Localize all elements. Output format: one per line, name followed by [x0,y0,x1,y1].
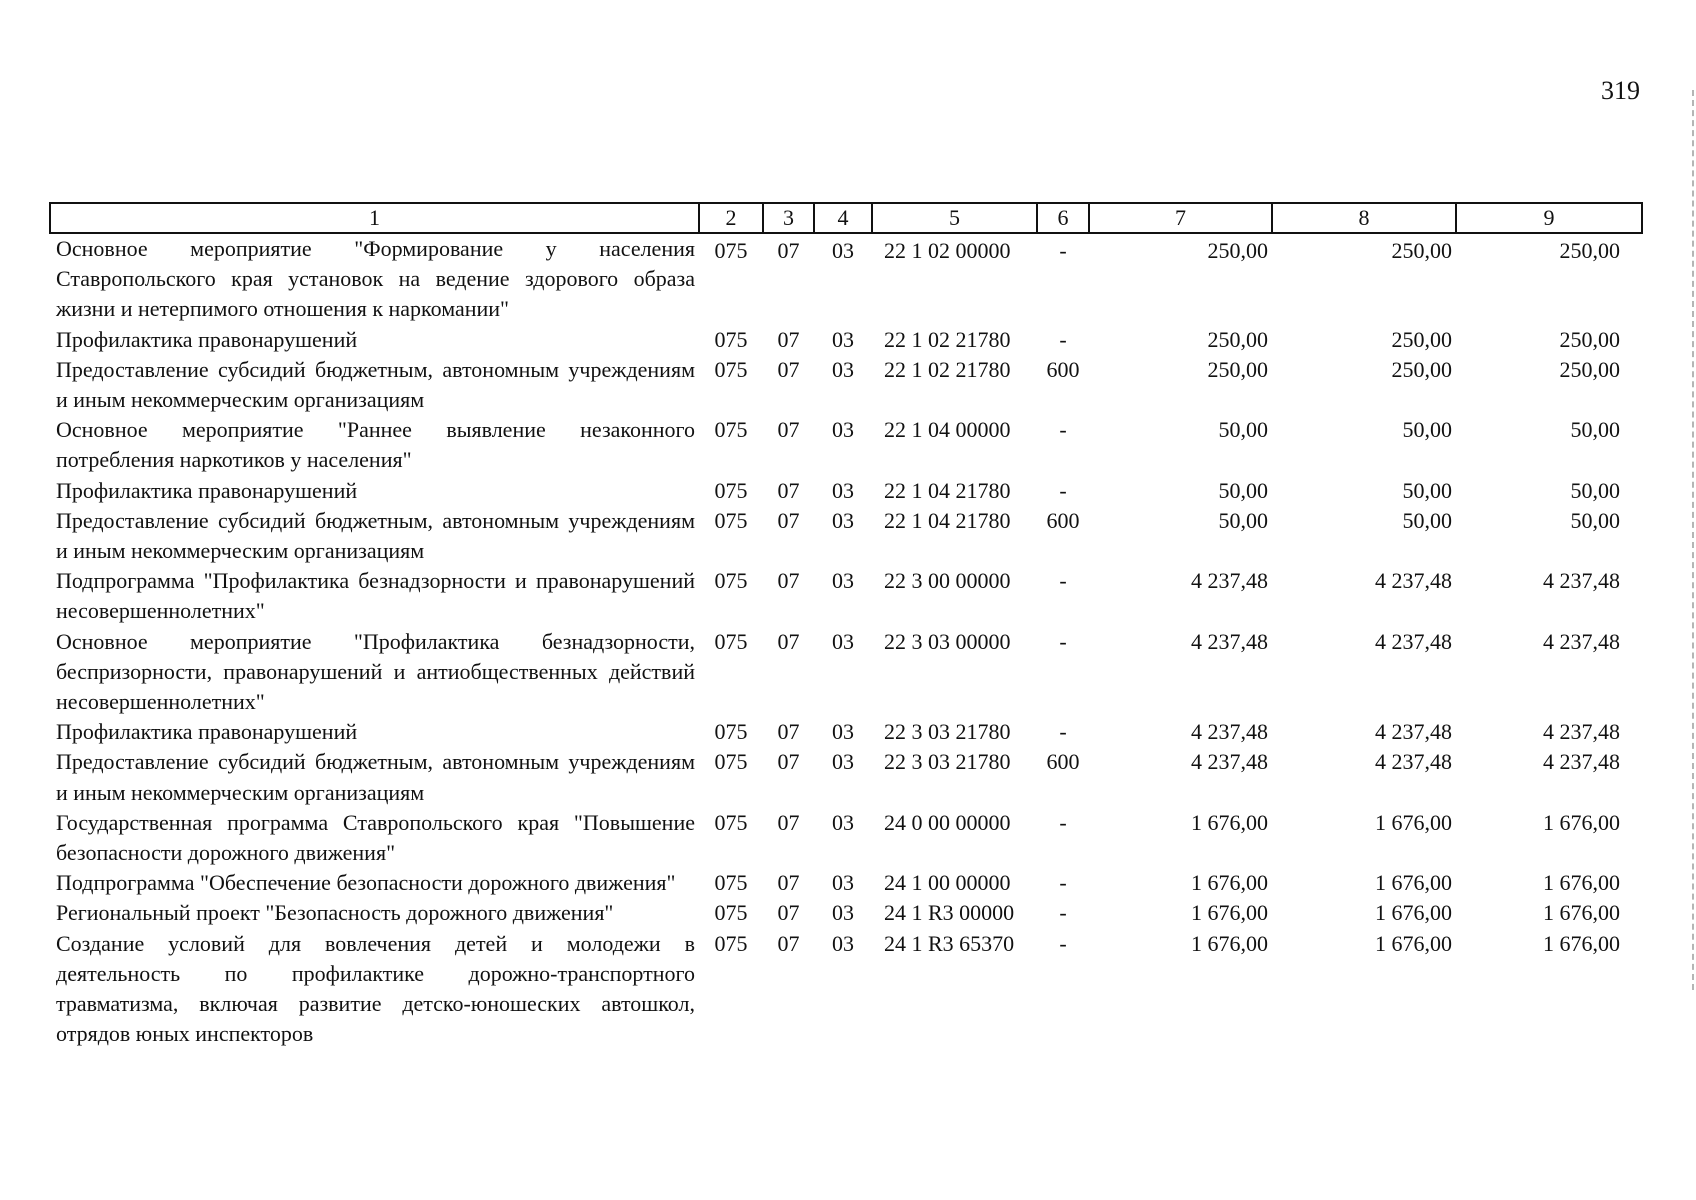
row-code-col-4: 03 [832,809,854,835]
row-code-col-3: 07 [777,900,800,926]
table-row [50,506,1642,566]
row-amount-col-7: 1 676,00 [1191,930,1268,956]
row-name: Региональный проект "Безопасность дорожного движения" [56,900,614,926]
row-amount-col-8: 4 237,48 [1375,749,1452,775]
row-amount-col-8: 250,00 [1391,326,1452,352]
row-code-col-4: 03 [832,326,854,352]
row-code-col-3: 07 [777,417,800,443]
row-code-col-2: 075 [714,900,748,926]
row-code-col-4: 03 [832,356,854,382]
row-amount-col-9: 4 237,48 [1543,568,1620,594]
row-code-col-2: 075 [714,238,748,263]
row-target-article: 24 1 00 00000 [884,870,1011,896]
row-name: Подпрограмма "Обеспечение безопасности дорожного движения" [56,870,676,896]
header-col-4: 4 [814,203,872,233]
table-row [50,747,1642,807]
row-amount-col-9: 50,00 [1570,507,1620,533]
row-amount-col-9: 250,00 [1559,238,1620,263]
header-col-7: 7 [1089,203,1272,233]
row-code-col-2: 075 [714,719,748,745]
row-amount-col-8: 50,00 [1402,417,1452,443]
table-row [50,808,1642,868]
row-amount-col-7: 50,00 [1218,477,1268,503]
header-col-6: 6 [1037,203,1089,233]
row-code-col-3: 07 [777,749,800,775]
row-amount-col-8: 1 676,00 [1375,930,1452,956]
scan-edge-artifact [1688,90,1694,990]
row-target-article: 22 1 04 21780 [884,477,1011,503]
header-col-2: 2 [699,203,763,233]
row-name: Государственная программа Ставропольского края "Повышение безопасности дорожного движения" [56,809,695,866]
row-amount-col-8: 1 676,00 [1375,870,1452,896]
row-expense-type: - [1059,870,1067,896]
row-target-article: 22 1 02 21780 [884,356,1011,382]
row-target-article: 22 1 04 21780 [884,507,1011,533]
row-amount-col-9: 4 237,48 [1543,719,1620,745]
row-expense-type: - [1059,628,1067,654]
row-code-col-4: 03 [832,568,854,594]
row-amount-col-8: 50,00 [1402,477,1452,503]
row-amount-col-9: 250,00 [1559,326,1620,352]
row-code-col-2: 075 [714,749,748,775]
row-amount-col-9: 250,00 [1559,356,1620,382]
row-code-col-2: 075 [714,417,748,443]
row-code-col-2: 075 [714,870,748,896]
row-code-col-3: 07 [777,238,800,263]
row-expense-type: 600 [1046,507,1080,533]
row-expense-type: 600 [1046,356,1080,382]
row-code-col-3: 07 [777,930,800,956]
row-name: Подпрограмма "Профилактика безнадзорности и правонарушений несовершеннолетних" [56,568,695,624]
row-amount-col-8: 4 237,48 [1375,628,1452,654]
row-code-col-2: 075 [714,568,748,594]
row-amount-col-7: 50,00 [1218,507,1268,533]
row-target-article: 24 1 R3 00000 [884,900,1015,926]
row-code-col-4: 03 [832,900,854,926]
table-row [50,415,1642,475]
row-expense-type: - [1059,568,1067,594]
row-expense-type: - [1059,809,1067,835]
table-row [50,476,1642,506]
row-amount-col-7: 50,00 [1218,417,1268,443]
row-amount-col-8: 1 676,00 [1375,900,1452,926]
row-code-col-4: 03 [832,507,854,533]
row-expense-type: - [1059,900,1067,926]
row-name: Предоставление субсидий бюджетным, автономным учреждениям и иным некоммерческим организациям [56,507,695,564]
row-code-col-3: 07 [777,568,800,594]
row-name: Основное мероприятие "Профилактика безнадзорности, беспризорности, правонарушений и антиобщественных действий несовершеннолетних" [56,628,695,715]
row-amount-col-7: 4 237,48 [1191,719,1268,745]
row-amount-col-8: 4 237,48 [1375,719,1452,745]
row-amount-col-8: 250,00 [1391,238,1452,263]
row-amount-col-8: 250,00 [1391,356,1452,382]
row-name: Основное мероприятие "Раннее выявление незаконного потребления наркотиков у населения" [56,417,695,473]
header-col-5: 5 [872,203,1037,233]
row-code-col-3: 07 [777,809,800,835]
row-expense-type: - [1059,326,1067,352]
header-col-3: 3 [763,203,814,233]
row-code-col-4: 03 [832,417,854,443]
row-code-col-2: 075 [714,930,748,956]
row-amount-col-9: 50,00 [1570,417,1620,443]
table-body [50,233,1642,1049]
table-row [50,717,1642,747]
row-target-article: 22 3 03 21780 [884,719,1011,745]
row-amount-col-9: 1 676,00 [1543,930,1620,956]
row-code-col-4: 03 [832,870,854,896]
row-amount-col-9: 50,00 [1570,477,1620,503]
table-row [50,355,1642,415]
row-code-col-3: 07 [777,507,800,533]
table-row [50,929,1642,1050]
row-code-col-4: 03 [832,930,854,956]
row-code-col-2: 075 [714,356,748,382]
row-target-article: 24 1 R3 65370 [884,930,1015,956]
row-expense-type: - [1059,477,1067,503]
row-code-col-2: 075 [714,507,748,533]
row-code-col-3: 07 [777,356,800,382]
row-amount-col-8: 1 676,00 [1375,809,1452,835]
row-code-col-2: 075 [714,809,748,835]
row-code-col-2: 075 [714,326,748,352]
row-code-col-3: 07 [777,326,800,352]
row-amount-col-9: 4 237,48 [1543,628,1620,654]
header-col-9: 9 [1456,203,1642,233]
row-code-col-4: 03 [832,628,854,654]
row-target-article: 22 3 00 00000 [884,568,1011,594]
row-target-article: 22 3 03 00000 [884,628,1011,654]
row-amount-col-7: 250,00 [1207,326,1268,352]
row-amount-col-9: 1 676,00 [1543,900,1620,926]
row-name: Создание условий для вовлечения детей и молодежи в деятельность по профилактике дорожно-транспортного травматизма, включая развитие детско-юношеских автошкол, отрядов юных инспекторов [56,930,695,1047]
row-amount-col-7: 250,00 [1207,238,1268,263]
row-name: Профилактика правонарушений [56,477,358,503]
row-amount-col-7: 250,00 [1207,356,1268,382]
row-target-article: 22 3 03 21780 [884,749,1011,775]
row-code-col-2: 075 [714,628,748,654]
table-row [50,325,1642,355]
row-amount-col-7: 1 676,00 [1191,900,1268,926]
table-row [50,233,1642,325]
row-amount-col-8: 4 237,48 [1375,568,1452,594]
row-amount-col-9: 1 676,00 [1543,870,1620,896]
row-expense-type: - [1059,417,1067,443]
row-target-article: 22 1 02 21780 [884,326,1011,352]
row-amount-col-8: 50,00 [1402,507,1452,533]
row-expense-type: 600 [1046,749,1080,775]
row-code-col-3: 07 [777,477,800,503]
row-name: Предоставление субсидий бюджетным, автономным учреждениям и иным некоммерческим организациям [56,749,695,805]
row-target-article: 22 1 04 00000 [884,417,1011,443]
table-row [50,627,1642,718]
row-amount-col-7: 4 237,48 [1191,628,1268,654]
row-code-col-3: 07 [777,628,800,654]
page-number: 319 [1601,76,1640,105]
row-expense-type: - [1059,719,1067,745]
row-expense-type: - [1059,930,1067,956]
row-target-article: 24 0 00 00000 [884,809,1011,835]
row-target-article: 22 1 02 00000 [884,238,1011,263]
row-name: Профилактика правонарушений [56,326,358,352]
row-code-col-3: 07 [777,719,800,745]
row-code-col-2: 075 [714,477,748,503]
row-amount-col-9: 1 676,00 [1543,809,1620,835]
row-name: Профилактика правонарушений [56,719,358,745]
budget-table [49,202,1643,1049]
table-row [50,868,1642,898]
header-col-1: 1 [50,203,699,233]
row-amount-col-7: 1 676,00 [1191,809,1268,835]
row-name: Основное мероприятие "Формирование у населения Ставропольского края установок на ведение здорового образа жизни и нетерпимого отношения к наркомании" [56,236,695,322]
row-code-col-4: 03 [832,719,854,745]
row-code-col-4: 03 [832,238,854,263]
row-amount-col-7: 1 676,00 [1191,870,1268,896]
table-header-row [50,203,1642,233]
row-amount-col-9: 4 237,48 [1543,749,1620,775]
row-amount-col-7: 4 237,48 [1191,568,1268,594]
row-amount-col-7: 4 237,48 [1191,749,1268,775]
row-code-col-4: 03 [832,477,854,503]
row-name: Предоставление субсидий бюджетным, автономным учреждениям и иным некоммерческим организациям [56,356,695,413]
row-code-col-4: 03 [832,749,854,775]
table-row [50,898,1642,928]
header-col-8: 8 [1272,203,1456,233]
row-expense-type: - [1059,238,1067,263]
row-code-col-3: 07 [777,870,800,896]
table-row [50,566,1642,626]
